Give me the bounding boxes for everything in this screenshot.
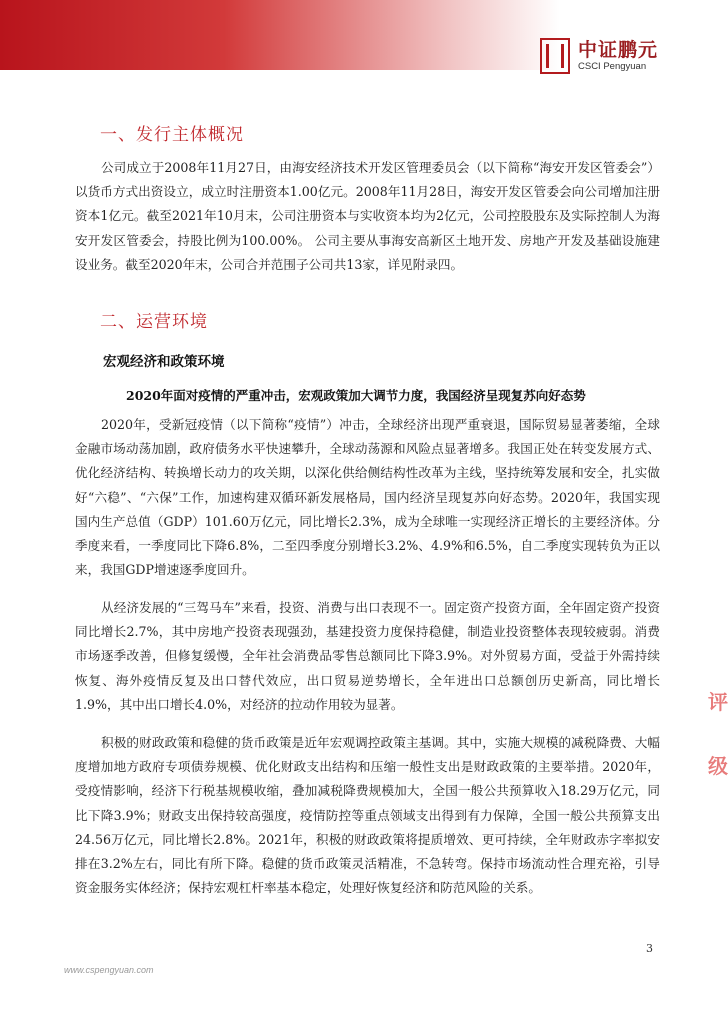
logo-mark-icon bbox=[540, 38, 570, 74]
company-logo bbox=[540, 38, 658, 74]
paragraph-1: 2020年，受新冠疫情（以下简称“疫情”）冲击，全球经济出现严重衰退，国际贸易显著萎缩，全球金融市场动荡加剧，政府债务水平快速攀升，全球动荡源和风险点显著增多。我国正处在转变发展方式、优化经济结构、转换增长动力的攻关期，以深化供给侧结构性改革为主线，坚持统筹发展和安全，扎实做好“六稳”、“六保”工作，加速构建双循环新发展格局，国内经济呈现复苏向好态势。2020年，我国实现国内生产总值（GDP）101.60万亿元，同比增长2.3%，成为全球唯一实现经济正增长的主要经济体。分季度来看，一季度同比下降6.8%，二至四季度分别增长3.2%、4.9%和6.5%，自二季度实现转负为正以来，我国GDP增速逐季度回升。 bbox=[75, 417, 660, 578]
paragraph-2: 从经济发展的“三驾马车”来看，投资、消费与出口表现不一。固定资产投资方面，全年固定资产投资同比增长2.7%，其中房地产投资表现强劲，基建投资力度保持稳健，制造业投资整体表现较疲弱。消费市场逐季改善，但修复缓慢，全年社会消费品零售总额同比下降3.9%。对外贸易方面，受益于外需持续恢复、海外疫情反复及出口替代效应，出口贸易逆势增长，全年进出口总额创历史新高，同比增长1.9%，其中出口增长4.0%，对经济的拉动作用较为显著。 bbox=[75, 600, 660, 712]
stamp-fragment-top: 评 bbox=[708, 690, 728, 714]
logo-name-en: CSCI Pengyuan bbox=[578, 61, 647, 72]
page-number: 3 bbox=[646, 942, 653, 955]
logo-name-cn: 中证鹏元 bbox=[578, 39, 659, 61]
paragraph-3: 积极的财政政策和稳健的货币政策是近年宏观调控政策主基调。其中，实施大规模的减税降费、大幅度增加地方政府专项债券规模、优化财政支出结构和压缩一般性支出是财政政策的主要举措。2020年，受疫情影响，经济下行税基规模收缩，叠加减税降费规模加大，全国一般公共预算收入18.29万亿元，同比下降3.9%；财政支出保持较高强度，疫情防控等重点领域支出得到有力保障，全国一般公共预算支出24.56万亿元，同比增长2.8%。2021年，积极的财政政策将提质增效、更可持续，全年财政赤字率拟安排在3.2%左右，同比有所下降。稳健的货币政策灵活精准，不急转弯。保持市场流动性合理充裕，引导资金服务实体经济；保持宏观杠杆率基本稳定，处理好恢复经济和防范风险的关系。 bbox=[75, 735, 660, 896]
footer-url: www.cspengyuan.com bbox=[64, 965, 154, 975]
section-1-title: 一、发行主体概况 bbox=[100, 125, 244, 145]
header-band bbox=[0, 0, 560, 70]
section-2-title: 二、运营环境 bbox=[100, 312, 208, 332]
stamp-fragment-bottom: 级 bbox=[708, 754, 728, 778]
bold-summary-line: 2020年面对疫情的严重冲击，宏观政策加大调节力度，我国经济呈现复苏向好态势 bbox=[126, 388, 586, 403]
section-1-paragraph: 公司成立于2008年11月27日，由海安经济技术开发区管理委员会（以下简称“海安开发区管委会”）以货币方式出资设立，成立时注册资本1.00亿元。2008年11月28日，海安开发区管委会向公司增加注册资本1亿元。截至2021年10月末，公司注册资本与实收资本均为2亿元，公司控股股东及实际控制人为海安开发区管委会，持股比例为100.00%。 公司主要从事海安高新区土地开发、房地产开发及基础设施建设业务。截至2020年末，公司合并范围子公司共13家，详见附录四。 bbox=[75, 160, 660, 272]
macro-subheading: 宏观经济和政策环境 bbox=[103, 354, 225, 370]
